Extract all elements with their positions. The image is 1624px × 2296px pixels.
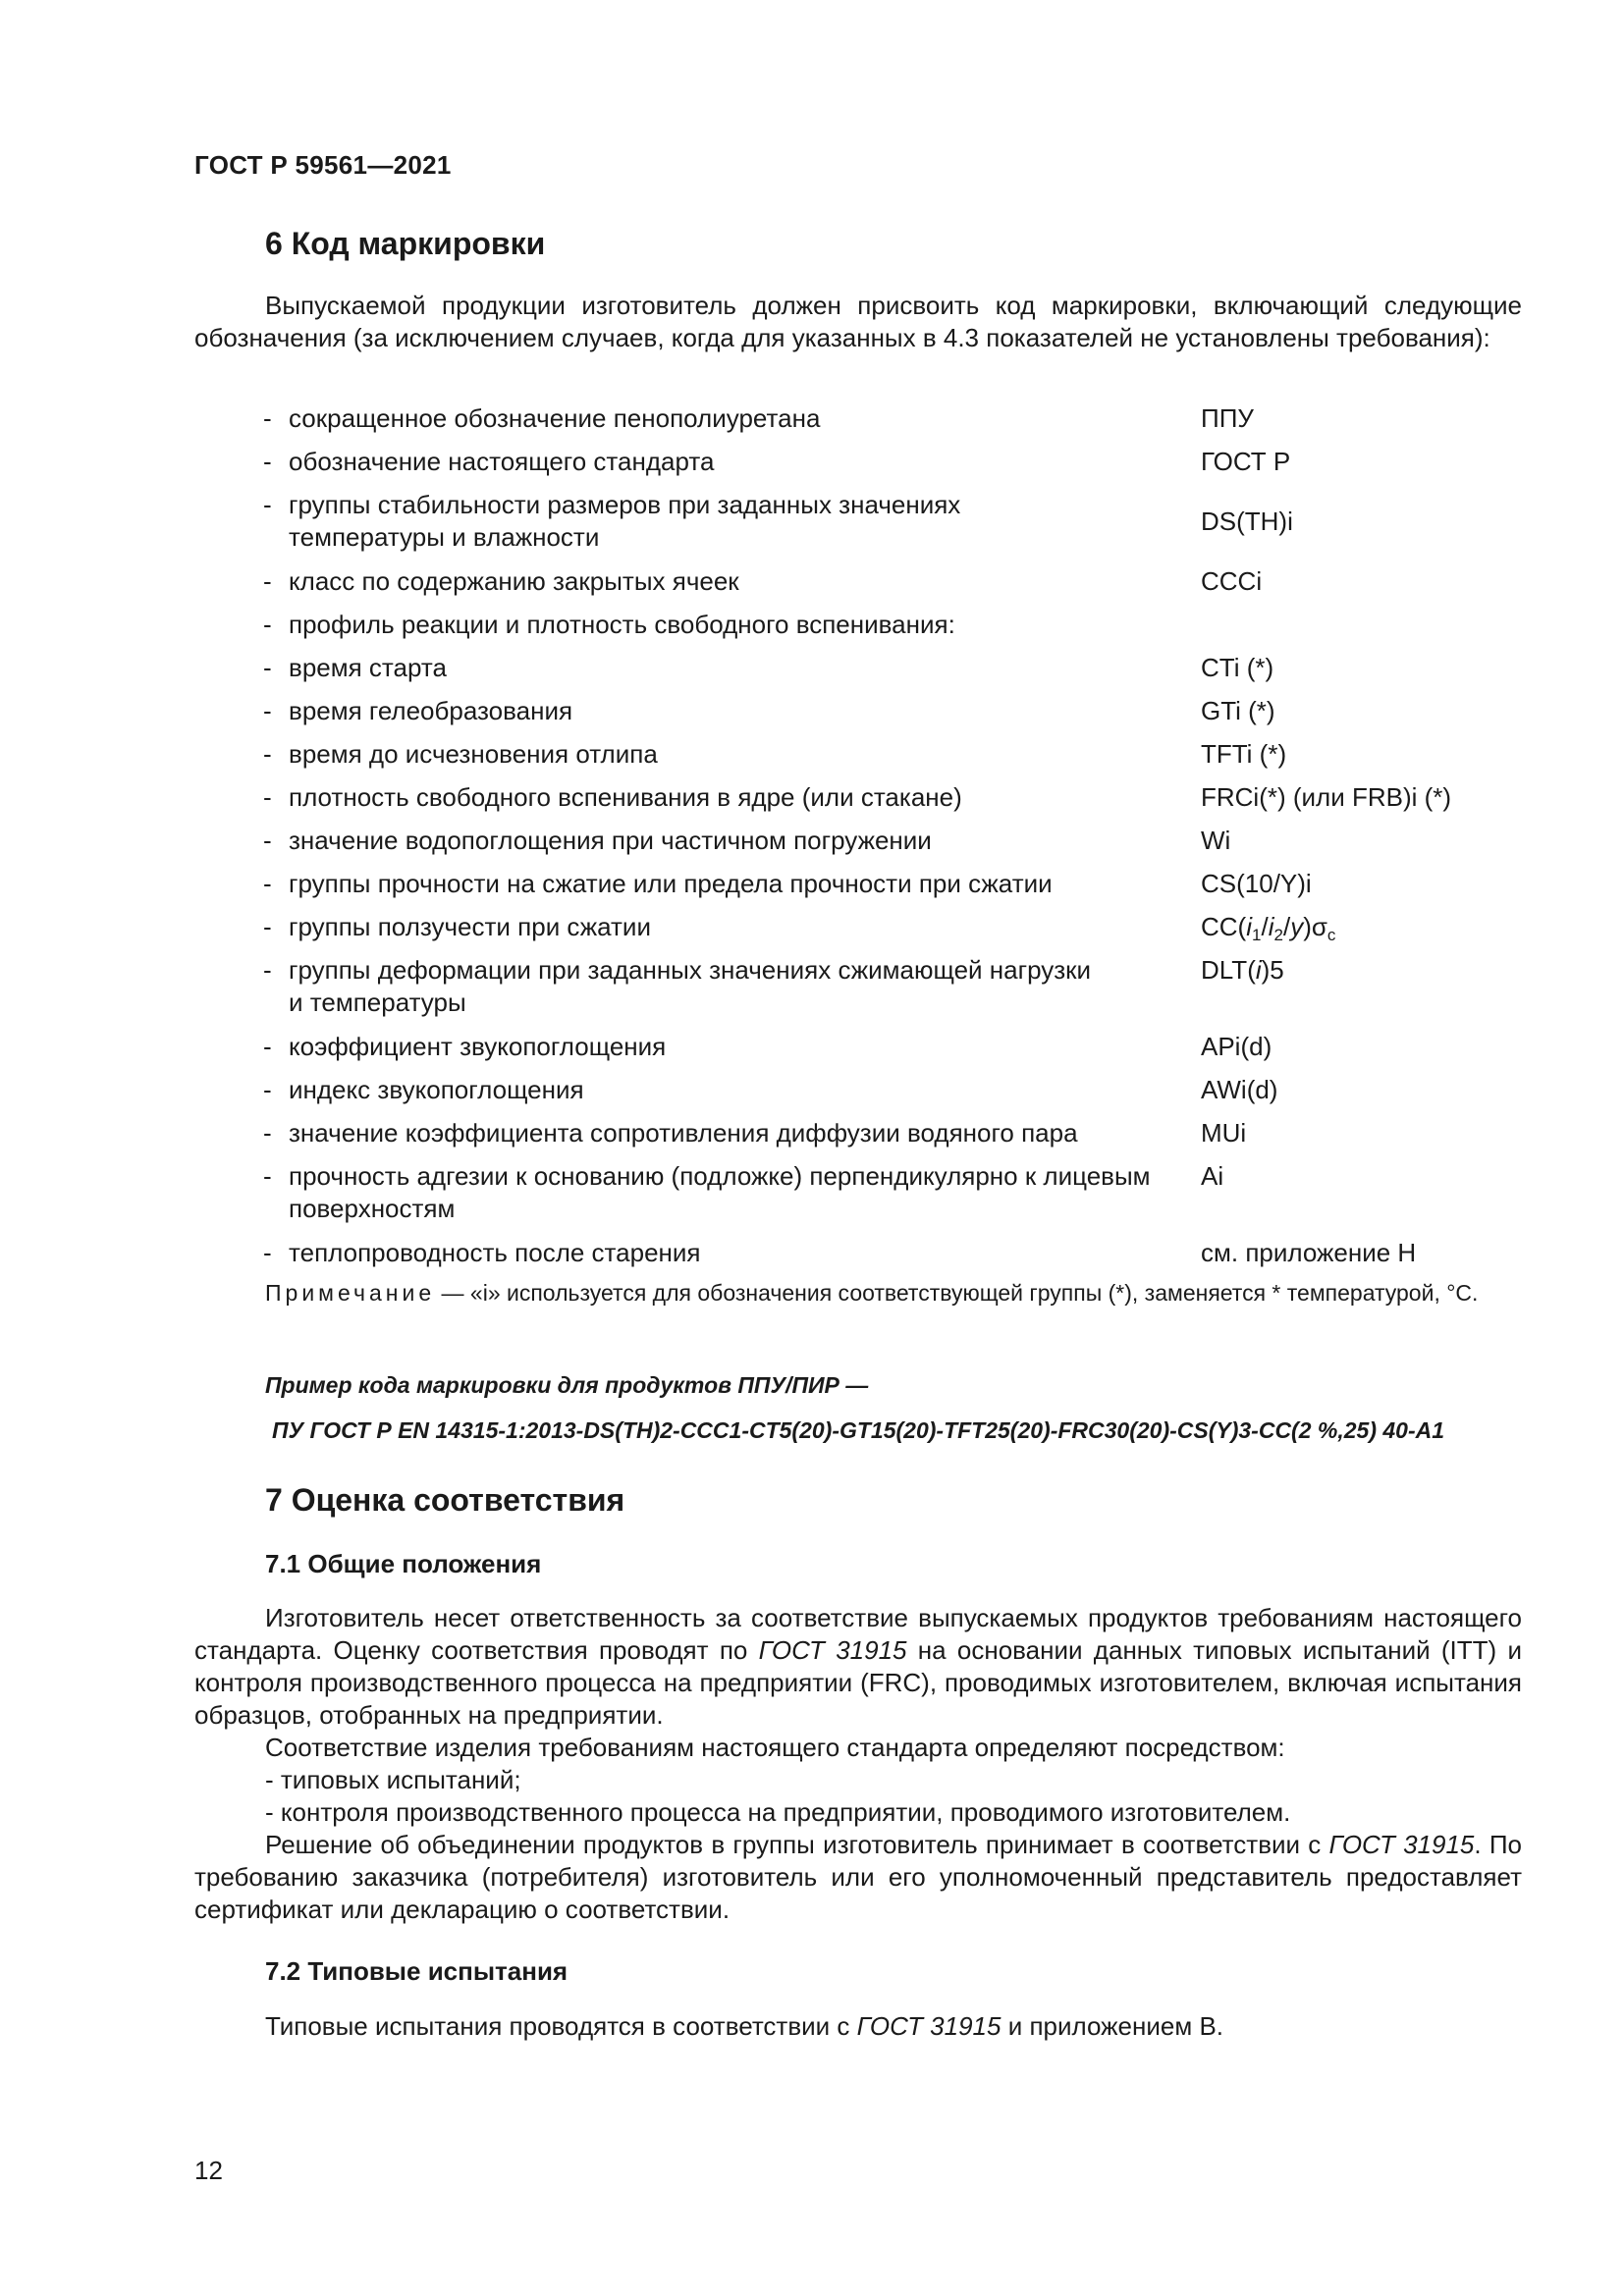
section-6-title: 6 Код маркировки bbox=[265, 226, 546, 261]
document-page: ГОСТ Р 59561—2021 6 Код маркировки Выпускаемой продукции изготовитель должен присвоить код маркировки, включающий следующие обозначения (за исключением случаев, когда для указанных в 4.3 показателей не установлены требования): - сокращенное обозначение пенополиуретана ППУ - обозначение настоящего стандарта ГОСТ Р - группы стабильности размеров при заданных значениях температуры и влажности DS(TH)i - класс по содержанию закрытых ячеек CCCi - профиль реакции и плотность свободного вспенивания: - время старта CTi (*) - время гелеобразования GTi (*) - время до исчезновения отлипа TFTi (*) - плотность свободного вспенивания в ядре (или стакане) FRCi(*) (или FRB)i (*) - значение водопоглощения при частичном погружении Wi - группы прочности на сжатие или предела прочности при сжатии CS(10/Y)i - группы ползучести при сжатии $CC(i_1/i_2/y)\sigma_c$ - группы деформации при заданных значениях сжимающей нагрузки и температуры DLT(i)5 - коэффициент звукопоглощения APi(d) - индекс звукопоглощения AWi(d) - значение коэффициента сопротивления диффузии водяного пара MUi - прочность адгезии к основанию (подложке) перпендикулярно к лицевым поверхностям Ai - теплопроводность после старения см. приложение Н Примечание — «i» используется для обозначения соответствующей группы (*), заменяется * температурой, °С. Пример кода маркировки для продуктов ППУ/ПИР — ПУ ГОСТ Р EN 14315-1:2013-DS(TH)2-CCC1-CT5(20)-GT15(20)-TFT25(20)-FRC30(20)-CS(Y)3-CC(2 %,25) 40-A1 7 Оценка соответствия 7.1 Общие положения Изготовитель несет ответственность за соответствие выпускаемых продуктов требованиям настоящего стандарта. Оценку соответствия проводят по ГОСТ 31915 на основании данных типовых испытаний (ITT) и контроля производственного процесса на предприятии (FRC), проводимых изготовителем, включая испытания образцов, отобранных на предприятии. Соответствие изделия требованиям настоящего стандарта определяют посредством: - типовых испытаний; - контроля производственного процесса на предприятии, проводимого изготовителем. Решение об объединении продуктов в группы изготовитель принимает в соответствии с ГОСТ 31915. По требованию заказчика (потребителя) изготовитель или его уполномоченный представитель предоставляет сертификат или декларацию о соответствии. 7.2 Типовые испытания Типовые испытания проводятся в соответствии с ГОСТ 31915 и приложением В. 12 bbox=[194, 150, 1522, 2185]
section-6-intro: Выпускаемой продукции изготовитель должен присвоить код маркировки, включающий следующие обозначения (за исключением случаев, когда для указанных в 4.3 показателей не установлены требования): bbox=[194, 291, 1522, 352]
example-title: Пример кода маркировки для продуктов ППУ/ПИР — bbox=[265, 1372, 869, 1398]
list-item: - типовых испытаний; bbox=[265, 1765, 521, 1794]
list-item: - контроля производственного процесса на предприятии, проводимого изготовителем. bbox=[265, 1797, 1291, 1827]
document-header: ГОСТ Р 59561—2021 bbox=[194, 150, 452, 180]
page-number: 12 bbox=[194, 2156, 223, 2185]
section-7-2-paragraph: Типовые испытания проводятся в соответствии с ГОСТ 31915 и приложением В. bbox=[265, 2011, 1224, 2041]
section-7-1-title: 7.1 Общие положения bbox=[265, 1549, 542, 1578]
section-7-title: 7 Оценка соответствия bbox=[265, 1482, 625, 1518]
creep-code: $CC(i_1/i_2/y)\sigma_c$ bbox=[1201, 912, 1336, 944]
note: Примечание — «i» используется для обозначения соответствующей группы (*), заменяется * температурой, °С. bbox=[265, 1280, 1479, 1306]
section-7-2-title: 7.2 Типовые испытания bbox=[265, 1956, 568, 1986]
example-code: ПУ ГОСТ Р EN 14315-1:2013-DS(TH)2-CCC1-CT5(20)-GT15(20)-TFT25(20)-FRC30(20)-CS(Y)3-CC(2 %,25) 40-A1 bbox=[271, 1417, 1445, 1443]
section-7-1-paragraph-3: Решение об объединении продуктов в группы изготовитель принимает в соответствии с ГОСТ 31915. По требованию заказчика (потребителя) изготовитель или его уполномоченный представитель предоставляет сертификат или декларацию о соответствии. bbox=[194, 1830, 1522, 1924]
section-7-1-paragraph-2: Соответствие изделия требованиям настоящего стандарта определяют посредством: bbox=[265, 1733, 1285, 1762]
section-7-1-paragraph-1: Изготовитель несет ответственность за соответствие выпускаемых продуктов требованиям настоящего стандарта. Оценку соответствия проводят по ГОСТ 31915 на основании данных типовых испытаний (ITT) и контроля производственного процесса на предприятии (FRC), проводимых изготовителем, включая испытания образцов, отобранных на предприятии. bbox=[194, 1603, 1522, 1730]
deformation-code: DLT(i)5 bbox=[1201, 955, 1284, 985]
